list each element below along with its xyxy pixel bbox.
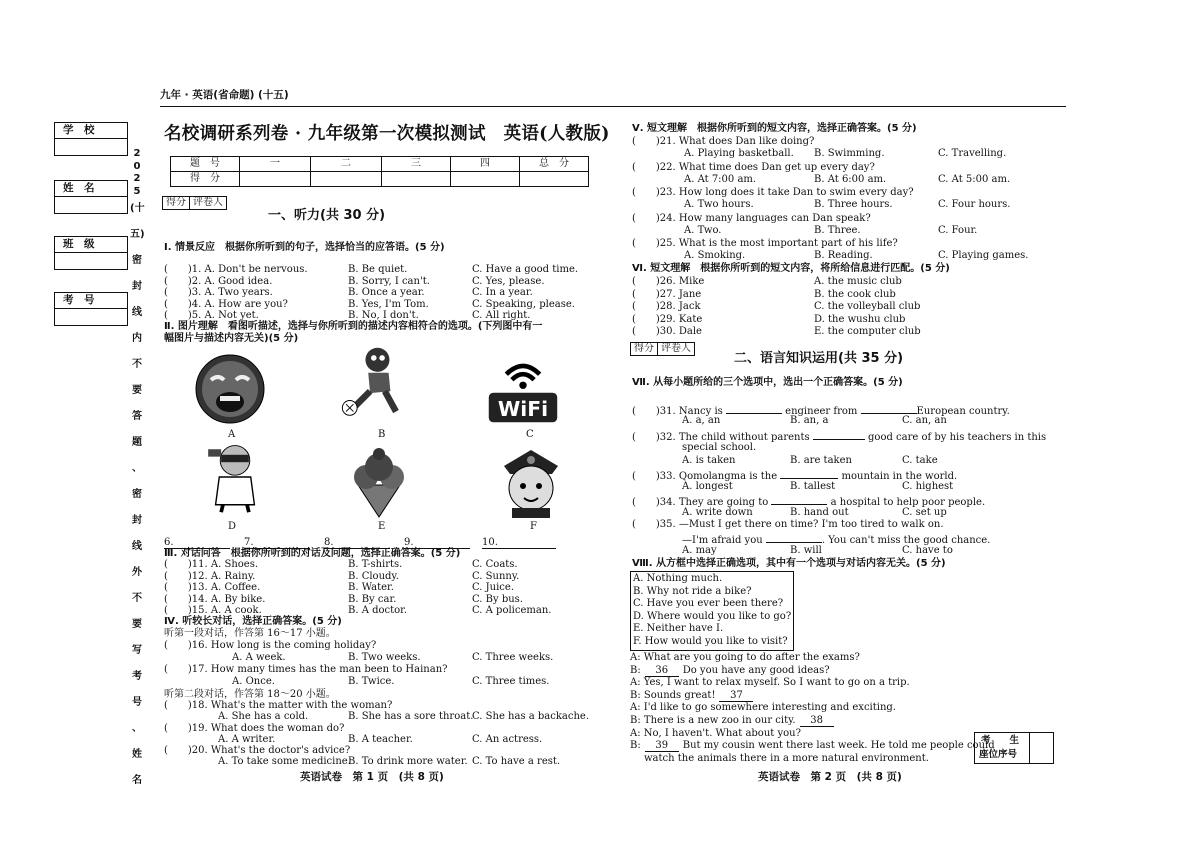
- dialog-blank[interactable]: 39: [645, 741, 679, 752]
- q22-b[interactable]: B. At 6:00 am.: [814, 173, 887, 185]
- q2-a[interactable]: ( )2. A. Good idea.: [164, 275, 273, 287]
- dialog-line: B: 36 Do you have any good ideas?: [630, 664, 830, 676]
- footer-page-1: 英语试卷 第 1 页 (共 8 页): [300, 771, 444, 783]
- match-item-27[interactable]: ( )27. Jane: [632, 288, 702, 300]
- q2-b[interactable]: B. Sorry, I can't.: [348, 275, 430, 287]
- club-option: B. the cook club: [814, 288, 896, 300]
- q21-c[interactable]: C. Travelling.: [938, 148, 1007, 159]
- s1-heading: Ⅰ. 情景反应 根据你所听到的句子，选择恰当的应答语。(5 分): [164, 242, 445, 253]
- pic-label-f: F: [530, 521, 537, 532]
- seal-char: 不: [132, 593, 142, 604]
- s3-heading: Ⅲ. 对话问答 根据你所听到的对话及问题，选择正确答案。(5 分): [164, 548, 461, 559]
- seal-char: 考: [132, 671, 142, 682]
- q31: ( )31. Nancy is engineer from European country.: [632, 406, 1010, 417]
- q3-c[interactable]: C. In a year.: [472, 287, 533, 299]
- q1-c[interactable]: C. Have a good time.: [472, 264, 579, 275]
- q33-b[interactable]: B. tallest: [790, 481, 836, 492]
- dialog-line: A: Yes, I want to relax myself. So I want to go on a trip.: [630, 677, 910, 689]
- q13-b[interactable]: B. Water.: [348, 582, 394, 593]
- q20-c[interactable]: C. To have a rest.: [472, 756, 561, 767]
- seal-char: (十五): [130, 203, 145, 240]
- svg-text:WiFi: WiFi: [497, 396, 549, 421]
- s4-heading: Ⅳ. 听较长对话，选择正确答案。(5 分): [164, 616, 342, 627]
- q35-b[interactable]: B. will: [790, 545, 822, 556]
- q22-a[interactable]: A. At 7:00 am.: [684, 173, 757, 185]
- class-field[interactable]: [54, 236, 128, 270]
- q5-b[interactable]: B. No, I don't.: [348, 310, 419, 322]
- q15-b[interactable]: B. A doctor.: [348, 605, 408, 616]
- seal-char: 、: [132, 463, 142, 474]
- q18-b[interactable]: B. She has a sore throat.: [348, 711, 474, 722]
- dialog-line: B: There is a new zoo in our city. 38: [630, 716, 838, 727]
- q17: ( )17. How many times has the man been to Hainan?: [164, 664, 448, 675]
- policeman-icon: [494, 444, 568, 518]
- dialog-line: A: What are you going to do after the exams?: [630, 652, 860, 663]
- q14-b[interactable]: B. By car.: [348, 593, 397, 605]
- q35-line2: —I'm afraid you . You can't miss the good chance.: [682, 535, 991, 546]
- q11-c[interactable]: C. Coats.: [472, 559, 518, 570]
- answer-blank-10[interactable]: 10.: [482, 538, 556, 549]
- q12-c[interactable]: C. Sunny.: [472, 570, 520, 582]
- q3-a[interactable]: ( )3. A. Two years.: [164, 287, 273, 299]
- s2-heading-2: 幅图片与描述内容无关)(5 分): [164, 333, 299, 344]
- club-option: D. the wushu club: [814, 313, 906, 325]
- q17-b[interactable]: B. Twice.: [348, 676, 395, 687]
- q1-a[interactable]: ( )1. A. Don't be nervous.: [164, 264, 308, 275]
- q19-a[interactable]: A. A writer.: [218, 734, 276, 745]
- s2-heading-1: Ⅱ. 图片理解 看图听描述，选择与你所听到的描述内容相符合的选项。(下列图中有一: [164, 321, 543, 332]
- q34: ( )34. They are going to a hospital to help poor people.: [632, 497, 986, 508]
- seal-char: 线: [132, 307, 142, 318]
- q22: ( )22. What time does Dan get up every day?: [632, 161, 875, 173]
- year-vertical: 2 0 2 5: [133, 148, 141, 197]
- option-f: F. How would you like to visit?: [633, 635, 788, 647]
- q15-c[interactable]: C. A policeman.: [472, 605, 552, 616]
- pic-label-b: B: [378, 429, 386, 440]
- part2-title: 二、语言知识运用(共 35 分): [734, 351, 904, 366]
- q18-a[interactable]: A. She has a cold.: [218, 711, 309, 722]
- option-b: B. Why not ride a bike?: [633, 585, 752, 597]
- q21-b[interactable]: B. Swimming.: [814, 148, 885, 159]
- seal-char: 姓: [132, 749, 142, 760]
- q34-c[interactable]: C. set up: [902, 507, 947, 518]
- crying-face-icon: [193, 352, 267, 426]
- answer-blank-6[interactable]: 6.: [164, 538, 230, 549]
- q32-a[interactable]: A. is taken: [682, 455, 736, 466]
- q24: ( )24. How many languages can Dan speak?: [632, 212, 871, 224]
- option-c: C. Have you ever been there?: [633, 598, 784, 610]
- match-item-30[interactable]: ( )30. Dale: [632, 326, 702, 337]
- q35-c[interactable]: C. have to: [902, 545, 953, 556]
- seal-char: 、: [132, 723, 142, 734]
- q33-c[interactable]: C. highest: [902, 481, 954, 492]
- grader-box-2: 得分 评卷人: [630, 342, 695, 356]
- q14-a[interactable]: ( )14. A. By bike.: [164, 593, 266, 605]
- s6-heading: Ⅵ. 短文理解 根据你所听到的短文内容，将所给信息进行匹配。(5 分): [632, 263, 950, 274]
- option-d: D. Where would you like to go?: [633, 610, 792, 622]
- q17-a[interactable]: A. Once.: [232, 676, 275, 687]
- q1-b[interactable]: B. Be quiet.: [348, 264, 408, 275]
- seal-char: 内: [132, 333, 142, 344]
- q20-a[interactable]: A. To take some medicine.: [218, 756, 351, 767]
- seal-char: 封: [132, 281, 142, 292]
- seal-char: 要: [132, 385, 142, 396]
- seal-char: 外: [132, 567, 142, 578]
- dialog-line: B: Sounds great! 37: [630, 691, 757, 702]
- paper-title: 名校调研系列卷 · 九年级第一次模拟测试 英语(人教版): [164, 124, 610, 144]
- dialog-blank[interactable]: 36: [645, 666, 679, 677]
- q23-b[interactable]: B. Three hours.: [814, 199, 893, 211]
- dialog-line: B: 39 But my cousin went there last week. He told me people could: [630, 740, 995, 752]
- s8-heading: Ⅷ. 从方框中选择正确选项，其中有一个选项与对话内容无关。(5 分): [632, 558, 946, 569]
- q33-a[interactable]: A. longest: [682, 481, 733, 492]
- q24-c[interactable]: C. Four.: [938, 224, 978, 236]
- school-label: 学 校: [55, 123, 127, 139]
- seal-char: 号: [132, 697, 142, 708]
- q19-c[interactable]: C. An actress.: [472, 734, 543, 745]
- pic-label-a: A: [228, 429, 236, 440]
- q17-c[interactable]: C. Three times.: [472, 676, 550, 687]
- q11-b[interactable]: B. T-shirts.: [348, 559, 403, 570]
- q13-a[interactable]: ( )13. A. Coffee.: [164, 582, 261, 593]
- q25-c[interactable]: C. Playing games.: [938, 250, 1029, 262]
- q34-a[interactable]: A. write down: [682, 507, 753, 518]
- q23-c[interactable]: C. Four hours.: [938, 199, 1011, 211]
- seal-char: 封: [132, 515, 142, 526]
- header-rule: [160, 106, 1066, 107]
- q20: ( )20. What's the doctor's advice?: [164, 745, 351, 756]
- q35-a[interactable]: A. may: [682, 545, 717, 556]
- dialog-line: A: No, I haven't. What about you?: [630, 727, 801, 739]
- answer-blank-9[interactable]: 9.: [404, 538, 470, 549]
- dialog-blank[interactable]: 38: [800, 716, 834, 727]
- q16: ( )16. How long is the coming holiday?: [164, 640, 377, 651]
- part1-title: 一、听力(共 30 分): [268, 208, 386, 223]
- answer-blank-8[interactable]: 8.: [324, 538, 390, 549]
- q15-a[interactable]: ( )15. A. A cook.: [164, 605, 262, 616]
- s5-heading: Ⅴ. 短文理解 根据你所听到的短文内容，选择正确答案。(5 分): [632, 123, 917, 134]
- q32-line2: special school.: [682, 442, 757, 453]
- q20-b[interactable]: B. To drink more water.: [348, 756, 468, 767]
- ice-cream-icon: [342, 445, 416, 519]
- q16-a[interactable]: A. A week.: [232, 652, 286, 663]
- q32-c[interactable]: C. take: [902, 455, 938, 466]
- q13-c[interactable]: C. Juice.: [472, 582, 514, 593]
- option-e: E. Neither have I.: [633, 623, 724, 635]
- q22-c[interactable]: C. At 5:00 am.: [938, 173, 1011, 185]
- student-seat-box: 考 生 座位序号: [974, 732, 1054, 764]
- q24-a[interactable]: A. Two.: [684, 224, 722, 236]
- answer-blank-7[interactable]: 7.: [244, 538, 310, 549]
- dialog-blank[interactable]: 37: [719, 691, 753, 702]
- q23: ( )23. How long does it take Dan to swim every day?: [632, 187, 914, 199]
- score-table: 题 号 一 二 三 四 总 分 得 分: [170, 156, 589, 187]
- seal-char: 密: [132, 255, 142, 266]
- seal-char: 不: [132, 359, 142, 370]
- seal-char: 写: [132, 645, 142, 656]
- q34-b[interactable]: B. hand out: [790, 507, 849, 518]
- q31-b[interactable]: B. an, a: [790, 415, 829, 426]
- class-label: 班 级: [55, 237, 127, 253]
- q35: ( )35. —Must I get there on time? I'm too tired to walk on.: [632, 519, 944, 530]
- q12-b[interactable]: B. Cloudy.: [348, 570, 399, 582]
- q4-a[interactable]: ( )4. A. How are you?: [164, 298, 288, 310]
- q19-b[interactable]: B. A teacher.: [348, 734, 413, 745]
- paper-header: 九年 · 英语(省命题) (十五): [160, 89, 289, 101]
- q5-c[interactable]: C. All right.: [472, 310, 531, 322]
- match-item-26[interactable]: ( )26. Mike: [632, 276, 705, 287]
- s7-heading: Ⅶ. 从每小题所给的三个选项中，选出一个正确答案。(5 分): [632, 377, 903, 388]
- exam-number-field[interactable]: [54, 292, 128, 326]
- q33: ( )33. Qomolangma is the mountain in the world.: [632, 471, 958, 482]
- q4-b[interactable]: B. Yes, I'm Tom.: [348, 298, 429, 310]
- club-option: C. the volleyball club: [814, 301, 921, 312]
- q16-c[interactable]: C. Three weeks.: [472, 652, 554, 663]
- grader-box-1: 得分 评卷人: [162, 196, 227, 210]
- doctor-icon: [198, 440, 272, 514]
- seal-line-text: [130, 196, 144, 794]
- seal-char: 要: [132, 619, 142, 630]
- option-a: A. Nothing much.: [633, 573, 723, 584]
- s4-group1: 听第一段对话，作答第 16～17 小题。: [164, 628, 336, 639]
- q23-a[interactable]: A. Two hours.: [684, 199, 754, 211]
- q3-b[interactable]: B. Once a year.: [348, 287, 425, 299]
- q21: ( )21. What does Dan like doing?: [632, 136, 815, 147]
- soccer-player-icon: [334, 345, 408, 419]
- exam-number-label: 考 号: [55, 293, 127, 309]
- school-field[interactable]: [54, 122, 128, 156]
- footer-page-2: 英语试卷 第 2 页 (共 8 页): [758, 771, 902, 783]
- name-label: 姓 名: [55, 181, 127, 197]
- q11-a[interactable]: ( )11. A. Shoes.: [164, 559, 259, 570]
- pic-label-c: C: [526, 429, 534, 440]
- q32: ( )32. The child without parents good care of by his teachers in this: [632, 432, 1047, 443]
- q2-c[interactable]: C. Yes, please.: [472, 275, 545, 287]
- q14-c[interactable]: C. By bus.: [472, 593, 523, 605]
- options-box: [630, 571, 794, 651]
- q18: ( )18. What's the matter with the woman?: [164, 700, 393, 711]
- match-item-29[interactable]: ( )29. Kate: [632, 313, 703, 325]
- dialog-line: watch the animals there in a more natural environment.: [644, 752, 929, 764]
- pic-label-d: D: [228, 521, 237, 532]
- s4-group2: 听第二段对话，作答第 18～20 小题。: [164, 689, 336, 700]
- seal-char: 密: [132, 489, 142, 500]
- q25-a[interactable]: A. Smoking.: [684, 250, 746, 262]
- seal-char: 题: [132, 437, 142, 448]
- q4-c[interactable]: C. Speaking, please.: [472, 298, 575, 310]
- seal-char: 名: [132, 775, 142, 786]
- match-item-28[interactable]: ( )28. Jack: [632, 301, 701, 312]
- q25-b[interactable]: B. Reading.: [814, 250, 873, 262]
- q19: ( )19. What does the woman do?: [164, 723, 345, 734]
- club-option: A. the music club: [814, 276, 902, 287]
- q24-b[interactable]: B. Three.: [814, 224, 861, 236]
- q18-c[interactable]: C. She has a backache.: [472, 711, 590, 722]
- name-field[interactable]: [54, 180, 128, 214]
- seal-char: 线: [132, 541, 142, 552]
- q31-a[interactable]: A. a, an: [682, 415, 721, 426]
- wifi-icon: [486, 352, 560, 426]
- q31-c[interactable]: C. an, an: [902, 415, 947, 426]
- q5-a[interactable]: ( )5. A. Not yet.: [164, 310, 259, 322]
- q21-a[interactable]: A. Playing basketball.: [684, 148, 794, 159]
- q12-a[interactable]: ( )12. A. Rainy.: [164, 570, 256, 582]
- pic-label-e: E: [378, 521, 386, 532]
- q32-b[interactable]: B. are taken: [790, 455, 852, 466]
- q16-b[interactable]: B. Two weeks.: [348, 652, 421, 663]
- club-option: E. the computer club: [814, 326, 921, 337]
- q25: ( )25. What is the most important part of his life?: [632, 238, 898, 250]
- dialog-line: A: I'd like to go somewhere interesting and exciting.: [630, 702, 896, 714]
- seal-char: 答: [132, 411, 142, 422]
